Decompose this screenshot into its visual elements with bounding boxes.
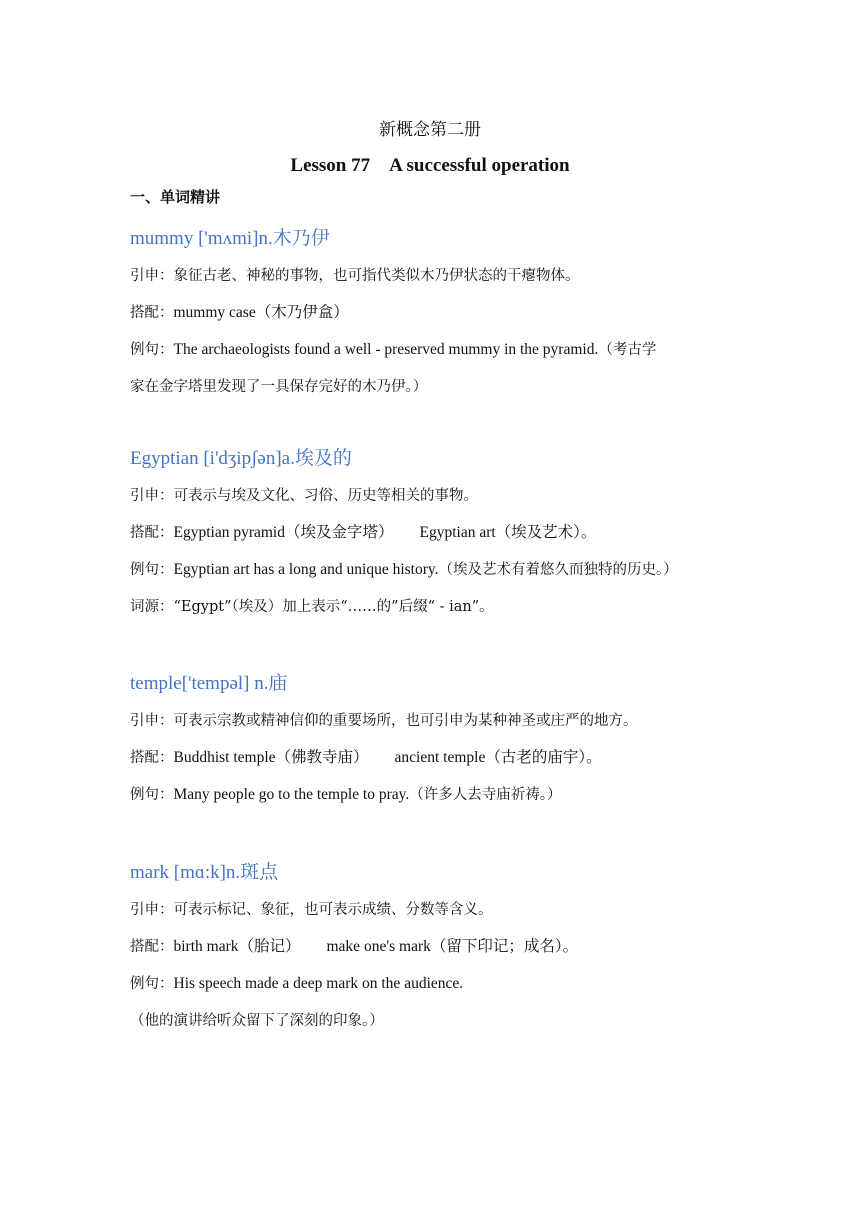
- collocation-item: make one's mark（留下印记；成名）。: [326, 938, 579, 955]
- collocation-line-mummy: [130, 294, 730, 332]
- headword-temple: temple['tempəl] n.庙: [130, 673, 288, 694]
- example-label: 例句：: [130, 562, 174, 578]
- collocation-label: 搭配：: [130, 939, 174, 955]
- meaning-label: 引申：: [130, 713, 174, 729]
- example-english: Many people go to the temple to pray.: [173, 786, 410, 803]
- section-heading: 一、单词精讲: [130, 188, 221, 206]
- example-translation-mark: [130, 1002, 730, 1040]
- meaning-text: 可表示宗教或精神信仰的重要场所，也可引申为某种神圣或庄严的地方。: [173, 713, 638, 729]
- meaning-label: 引申：: [130, 902, 174, 918]
- lesson-title: Lesson 77 A successful operation: [290, 155, 570, 176]
- example-label: 例句：: [130, 342, 174, 358]
- example-line-mark: [130, 965, 730, 1003]
- collocation-label: 搭配：: [130, 525, 174, 541]
- collocation-line-temple: [130, 739, 730, 777]
- example-english: The archaeologists found a well - preserved mummy in the pyramid.: [173, 341, 599, 358]
- example-line-mummy: [130, 331, 730, 369]
- collocation-item: birth mark（胎记）: [173, 938, 301, 955]
- example-label: 例句：: [130, 787, 174, 803]
- collocation-line-egyptian: [130, 514, 730, 552]
- example-chinese: （考古学: [598, 342, 657, 358]
- book-title: 新概念第二册: [379, 120, 481, 140]
- headword-mark: mark [mɑ:k]n.斑点: [130, 862, 279, 883]
- meaning-line-mummy: [130, 257, 730, 295]
- example-english: His speech made a deep mark on the audience.: [173, 975, 464, 992]
- collocation-item: Buddhist temple（佛教寺庙）: [173, 749, 369, 766]
- etymology-text: “Egypt”（埃及）加上表示“……的”后缀“ - ian”。: [173, 599, 494, 615]
- meaning-text: 可表示标记、象征，也可表示成绩、分数等含义。: [173, 902, 493, 918]
- example-line-temple: [130, 776, 730, 814]
- meaning-line-egyptian: [130, 477, 730, 515]
- headword-egyptian: Egyptian [i'dʒipʃən]a.埃及的: [130, 448, 352, 469]
- collocation-item: ancient temple（古老的庙宇）。: [394, 749, 602, 766]
- example-english: Egyptian art has a long and unique history.: [173, 561, 439, 578]
- example-chinese: （许多人去寺庙祈祷。）: [409, 787, 562, 803]
- meaning-label: 引申：: [130, 488, 174, 504]
- collocation-item: Egyptian pyramid（埃及金字塔）: [173, 524, 394, 541]
- meaning-line-temple: [130, 702, 730, 740]
- collocation-label: 搭配：: [130, 305, 174, 321]
- meaning-text: 象征古老、神秘的事物，也可指代类似木乃伊状态的干瘪物体。: [173, 268, 580, 284]
- example-chinese: （他的演讲给听众留下了深刻的印象。）: [130, 1013, 384, 1029]
- example-chinese-continued: 家在金字塔里发现了一具保存完好的木乃伊。）: [130, 379, 428, 395]
- example-label: 例句：: [130, 976, 174, 992]
- collocation-label: 搭配：: [130, 750, 174, 766]
- meaning-line-mark: [130, 891, 730, 929]
- example-chinese: （埃及艺术有着悠久而独特的历史。）: [438, 562, 678, 578]
- collocation-item: mummy case（木乃伊盒）: [173, 304, 349, 321]
- example-line-egyptian: [130, 551, 730, 589]
- meaning-text: 可表示与埃及文化、习俗、历史等相关的事物。: [173, 488, 478, 504]
- headword-mummy: mummy ['mʌmi]n.木乃伊: [130, 228, 330, 249]
- example-line-mummy-continued: [130, 368, 730, 406]
- meaning-label: 引申：: [130, 268, 174, 284]
- etymology-label: 词源：: [130, 599, 174, 615]
- collocation-line-mark: [130, 928, 730, 966]
- etymology-line-egyptian: [130, 588, 730, 626]
- collocation-item: Egyptian art（埃及艺术）。: [419, 524, 597, 541]
